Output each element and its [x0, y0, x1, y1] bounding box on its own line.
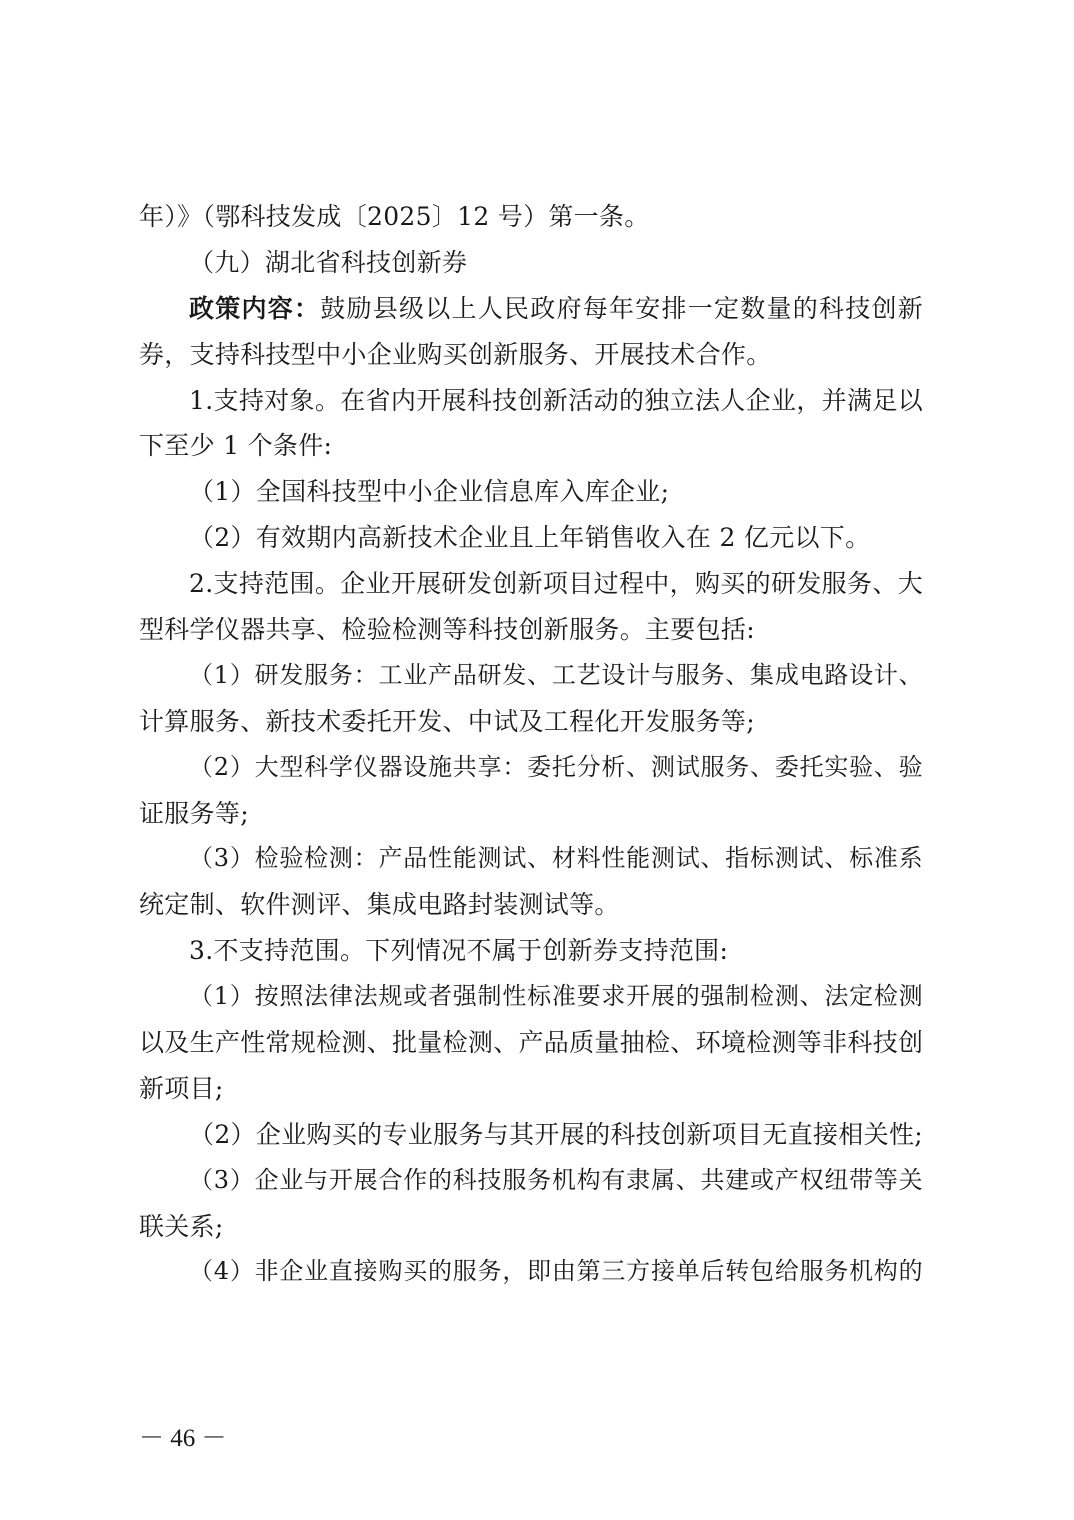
- line-text: （2）大型科学仪器设施共享：委托分析、测试服务、委托实验、验: [189, 752, 923, 781]
- line-text: 券，支持科技型中小企业购买创新服务、开展技术合作。: [139, 339, 772, 369]
- text-line: [139, 240, 923, 286]
- line-text: （1）研发服务：工业产品研发、工艺设计与服务、集成电路设计、: [189, 660, 923, 689]
- line-text: （3）企业与开展合作的科技服务机构有隶属、共建或产权纽带等关: [189, 1165, 923, 1194]
- line-text: （九）湖北省科技创新券: [189, 247, 468, 277]
- line-text: 年）》（鄂科技发成〔2025〕12 号）第一条。: [139, 202, 650, 231]
- line-text: 型科学仪器共享、检验检测等科技创新服务。主要包括:: [139, 615, 755, 645]
- line-text: 2.支持范围。企业开展研发创新项目过程中，购买的研发服务、大: [189, 569, 923, 599]
- line-text: 新项目;: [139, 1073, 224, 1103]
- text-line: [139, 515, 923, 561]
- line-text: 3.不支持范围。下列情况不属于创新券支持范围:: [189, 936, 729, 966]
- line-text: 鼓励县级以上人民政府每年安排一定数量的科技创新: [320, 293, 923, 323]
- line-text: （3）检验检测：产品性能测试、材料性能测试、指标测试、标准系: [189, 844, 923, 873]
- bold-label: 政策内容：: [189, 293, 321, 323]
- page-number: － 46 －: [139, 1425, 227, 1452]
- text-line: [139, 928, 923, 974]
- text-line: [139, 332, 923, 378]
- line-text: （4）非企业直接购买的服务，即由第三方接单后转包给服务机构的: [189, 1257, 923, 1286]
- line-text: 下至少 1 个条件:: [139, 431, 333, 461]
- line-text: 联关系;: [139, 1211, 224, 1241]
- line-text: （2）企业购买的专业服务与其开展的科技创新项目无直接相关性;: [189, 1119, 923, 1149]
- document-body: [139, 194, 923, 1295]
- text-line: [139, 1066, 923, 1112]
- text-line: [139, 791, 923, 837]
- text-line: [139, 882, 923, 928]
- text-line: [139, 974, 923, 1020]
- text-line: [139, 1204, 923, 1250]
- text-line: [139, 653, 923, 699]
- line-text: （1）全国科技型中小企业信息库入库企业;: [189, 477, 670, 507]
- text-line: [139, 607, 923, 653]
- line-text: 证服务等;: [139, 798, 249, 828]
- text-line: [139, 378, 923, 424]
- line-text: 统定制、软件测评、集成电路封装测试等。: [139, 890, 620, 920]
- line-text: （2）有效期内高新技术企业且上年销售收入在 2 亿元以下。: [189, 523, 871, 553]
- line-text: 以及生产性常规检测、批量检测、产品质量抽检、环境检测等非科技创: [139, 1028, 924, 1058]
- text-line: [139, 194, 923, 240]
- text-line: [139, 1112, 923, 1158]
- text-line: [139, 699, 923, 745]
- text-line: [139, 561, 923, 607]
- text-line: [139, 286, 923, 332]
- text-line: [139, 745, 923, 791]
- text-line: [139, 1020, 923, 1066]
- line-text: 计算服务、新技术委托开发、中试及工程化开发服务等;: [139, 706, 755, 736]
- text-line: [139, 1158, 923, 1204]
- text-line: [139, 836, 923, 882]
- text-line: [139, 1249, 923, 1295]
- line-text: 1.支持对象。在省内开展科技创新活动的独立法人企业，并满足以: [189, 385, 923, 415]
- text-line: [139, 423, 923, 469]
- text-line: [139, 469, 923, 515]
- line-text: （1）按照法律法规或者强制性标准要求开展的强制检测、法定检测: [189, 982, 923, 1011]
